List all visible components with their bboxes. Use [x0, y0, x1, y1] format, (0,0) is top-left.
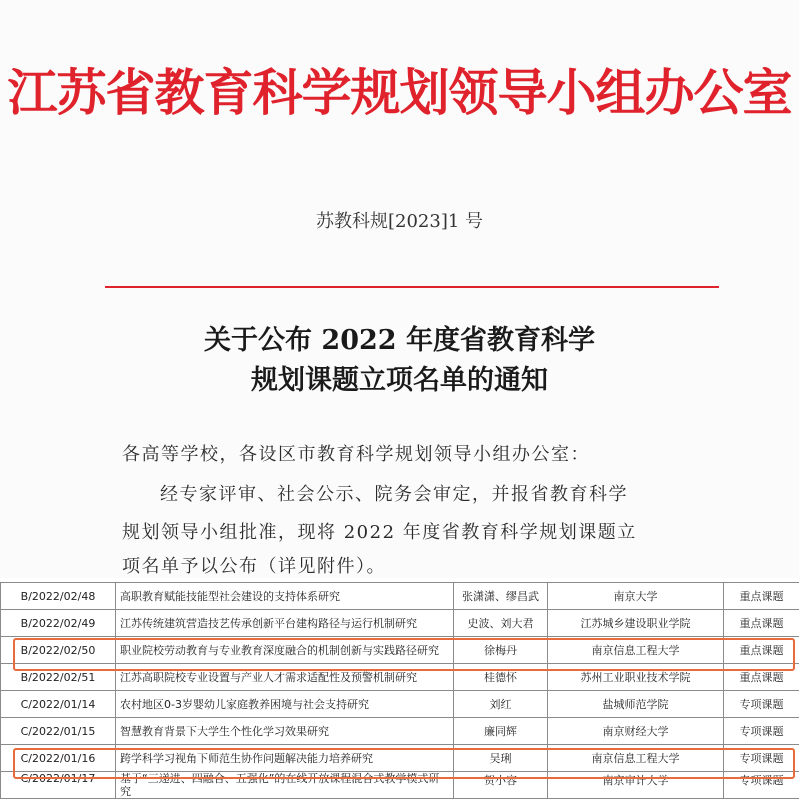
project-type: 专项课题 — [724, 772, 799, 799]
salutation: 各高等学校，各设区市教育科学规划领导小组办公室： — [122, 444, 590, 465]
project-institution: 南京审计大学 — [548, 772, 724, 799]
project-title: 智慧教育背景下大学生个性化学习效果研究 — [116, 718, 454, 745]
project-type: 专项课题 — [724, 691, 799, 718]
project-leader: 贺小容 — [454, 772, 548, 799]
project-leader: 刘红 — [454, 691, 548, 718]
project-type: 重点课题 — [724, 610, 799, 637]
body-line-1: 经专家评审、社会公示、院务会审定，并报省教育科学 — [160, 484, 628, 505]
project-type: 专项课题 — [724, 745, 799, 772]
project-code: B/2022/02/50 — [1, 637, 116, 664]
project-institution: 南京信息工程大学 — [548, 637, 724, 664]
document-number: 苏教科规[2023]1 号 — [315, 211, 484, 232]
project-title: 基于“三递进、四融合、五强化”的在线开放课程混合式教学模式研究 — [116, 772, 454, 799]
project-title: 高职教育赋能技能型社会建设的支持体系研究 — [116, 583, 454, 610]
project-leader: 吴琍 — [454, 745, 548, 772]
project-type: 重点课题 — [724, 583, 799, 610]
project-title: 职业院校劳动教育与专业教育深度融合的机制创新与实践路径研究 — [116, 637, 454, 664]
table-row — [1, 637, 799, 664]
project-type: 专项课题 — [724, 718, 799, 745]
project-code: C/2022/01/17 — [1, 772, 116, 799]
project-code: B/2022/02/48 — [1, 583, 116, 610]
project-title: 跨学科学习视角下师范生协作问题解决能力培养研究 — [116, 745, 454, 772]
project-leader: 徐梅丹 — [454, 637, 548, 664]
project-institution: 苏州工业职业技术学院 — [548, 664, 724, 691]
project-title: 农村地区0-3岁婴幼儿家庭教养困境与社会支持研究 — [116, 691, 454, 718]
project-code: B/2022/02/51 — [1, 664, 116, 691]
project-leader: 张潇潇、缪昌武 — [454, 583, 548, 610]
notice-title-line2: 规划课题立项名单的通知 — [251, 365, 548, 396]
notice-title-line1: 关于公布 2022 年度省教育科学 — [204, 325, 595, 356]
project-title: 江苏传统建筑营造技艺传承创新平台建构路径与运行机制研究 — [116, 610, 454, 637]
project-institution: 南京大学 — [548, 583, 724, 610]
project-type: 重点课题 — [724, 637, 799, 664]
project-code: C/2022/01/14 — [1, 691, 116, 718]
project-leader: 史波、刘大君 — [454, 610, 548, 637]
project-institution: 江苏城乡建设职业学院 — [548, 610, 724, 637]
project-code: C/2022/01/15 — [1, 718, 116, 745]
table-row — [1, 583, 799, 610]
project-list-table — [0, 582, 799, 805]
table-row — [1, 691, 799, 718]
project-leader: 桂德怀 — [454, 664, 548, 691]
red-divider — [105, 286, 719, 288]
table-row — [1, 610, 799, 637]
table-row — [1, 718, 799, 745]
table-row — [1, 664, 799, 691]
project-title: 江苏高职院校专业设置与产业人才需求适配性及预警机制研究 — [116, 664, 454, 691]
table-row — [1, 745, 799, 772]
project-type: 重点课题 — [724, 664, 799, 691]
table-row — [1, 772, 799, 799]
body-line-3: 项名单予以公布（详见附件）。 — [122, 556, 386, 577]
project-leader: 廉同辉 — [454, 718, 548, 745]
project-code: B/2022/02/49 — [1, 610, 116, 637]
office-title: 江苏省教育科学规划领导小组办公室 — [7, 63, 792, 122]
project-institution: 南京信息工程大学 — [548, 745, 724, 772]
project-code: C/2022/01/16 — [1, 745, 116, 772]
project-institution: 南京财经大学 — [548, 718, 724, 745]
body-line-2: 规划领导小组批准，现将 2022 年度省教育科学规划课题立 — [122, 522, 637, 543]
project-institution: 盐城师范学院 — [548, 691, 724, 718]
